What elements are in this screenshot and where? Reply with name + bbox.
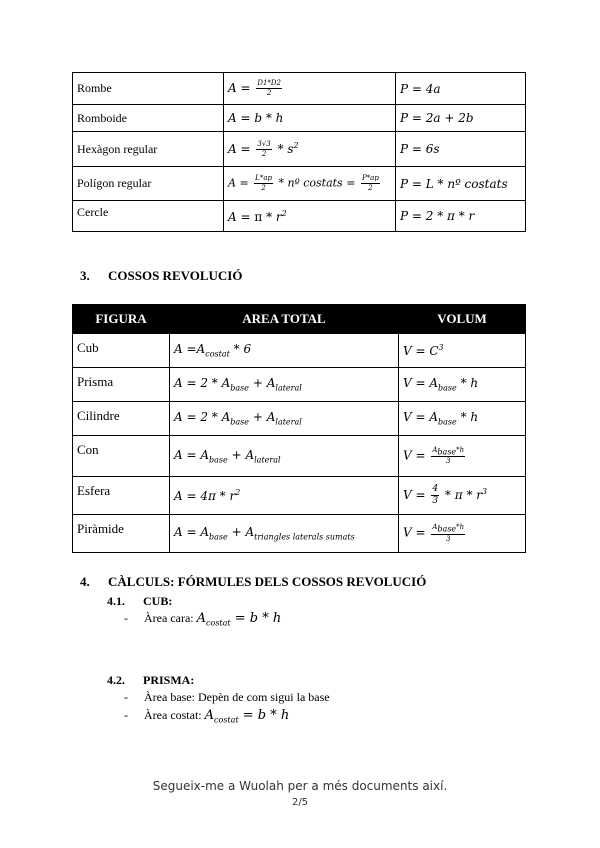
perimeter-formula: P = 4a bbox=[396, 73, 526, 105]
perimeter-formula: P = 6s bbox=[396, 132, 526, 167]
list-item: - Àrea cara: $A_{costat} = b * h$ bbox=[124, 611, 282, 628]
column-header-volum: VOLUM bbox=[399, 305, 526, 334]
column-header-area: AREA TOTAL bbox=[170, 305, 399, 334]
table-row bbox=[73, 368, 526, 402]
perimeter-formula: P = 2 * π * r bbox=[396, 201, 526, 232]
table-row bbox=[73, 132, 526, 167]
shape-name: Piràmide bbox=[73, 515, 170, 553]
shape-name: Prisma bbox=[73, 368, 170, 402]
volume-formula: $V = C^3$ bbox=[399, 334, 526, 368]
table-row bbox=[73, 167, 526, 201]
perimeter-formula: P = 2a + 2b bbox=[396, 105, 526, 132]
shape-name: Con bbox=[73, 436, 170, 477]
volume-formula: V = $\frac{4}{3}$ * π * $r^3$ bbox=[399, 477, 526, 515]
shape-name: Romboide bbox=[73, 105, 224, 132]
subsection-4-1-heading: 4.1. CUB: bbox=[107, 594, 173, 608]
section-4-heading: 4. CÀLCULS: FÓRMULES DELS COSSOS REVOLUCIÓ bbox=[80, 574, 427, 589]
plane-figures-table bbox=[72, 72, 526, 232]
column-header-figura: FIGURA bbox=[73, 305, 170, 334]
area-formula: $A = A_{base} + A_{lateral}$ bbox=[170, 436, 399, 477]
shape-name: Hexàgon regular bbox=[73, 132, 224, 167]
solids-table bbox=[72, 304, 526, 553]
volume-formula: V = $\frac{A_{base}*h}{3}$ bbox=[399, 436, 526, 477]
table-row bbox=[73, 105, 526, 132]
area-formula: $A = \pi * r^2$ bbox=[224, 201, 396, 232]
shape-name: Cercle bbox=[73, 201, 224, 232]
perimeter-formula: P = L * nº costats bbox=[396, 167, 526, 201]
area-formula: $A = 2 * A_{base} + A_{lateral}$ bbox=[170, 368, 399, 402]
table-row bbox=[73, 201, 526, 232]
area-formula: A = $\frac{L*ap}{2}$ * nº costats = $\frac{P*ap}{2}$ bbox=[224, 167, 396, 201]
page-number: 2/5 bbox=[291, 797, 309, 808]
area-formula: $A = 2 * A_{base} + A_{lateral}$ bbox=[170, 402, 399, 436]
section-3-heading: 3. COSSOS REVOLUCIÓ bbox=[80, 268, 243, 283]
shape-name: Cilindre bbox=[73, 402, 170, 436]
list-item: - Àrea base: Depèn de com sigui la base bbox=[124, 690, 330, 704]
table-row bbox=[73, 515, 526, 553]
volume-formula: $V = A_{base} * h$ bbox=[399, 402, 526, 436]
area-formula: $A =A_{costat} * 6$ bbox=[170, 334, 399, 368]
area-formula: A = b * h bbox=[224, 105, 396, 132]
formula: $A_{costat} = b * h$ bbox=[196, 611, 282, 628]
table-row bbox=[73, 334, 526, 368]
list-item: - Àrea costat: $A_{costat} = b * h$ bbox=[124, 708, 290, 725]
table-row bbox=[73, 436, 526, 477]
table-row bbox=[73, 402, 526, 436]
formula: $A_{costat} = b * h$ bbox=[204, 708, 290, 725]
shape-name: Cub bbox=[73, 334, 170, 368]
subsection-4-2-heading: 4.2. PRISMA: bbox=[107, 673, 195, 687]
area-formula: A = $\frac{3√3}{2}$ * $s^2$ bbox=[224, 132, 396, 167]
area-formula: $A = A_{base} + A_{triangles laterals sumats}$ bbox=[170, 515, 399, 553]
shape-name: Rombe bbox=[73, 73, 224, 105]
volume-formula: V = $\frac{A_{base}*h}{3}$ bbox=[399, 515, 526, 553]
footer-promo-text: Segueix-me a Wuolah per a més documents així. bbox=[152, 779, 448, 793]
table-row bbox=[73, 477, 526, 515]
volume-formula: $V = A_{base} * h$ bbox=[399, 368, 526, 402]
shape-name: Polígon regular bbox=[73, 167, 224, 201]
area-formula: A = $\frac{D1*D2}{2}$ bbox=[224, 73, 396, 105]
table-header-row bbox=[73, 305, 526, 334]
shape-name: Esfera bbox=[73, 477, 170, 515]
table-row bbox=[73, 73, 526, 105]
area-formula: $A = 4\pi * r^2$ bbox=[170, 477, 399, 515]
